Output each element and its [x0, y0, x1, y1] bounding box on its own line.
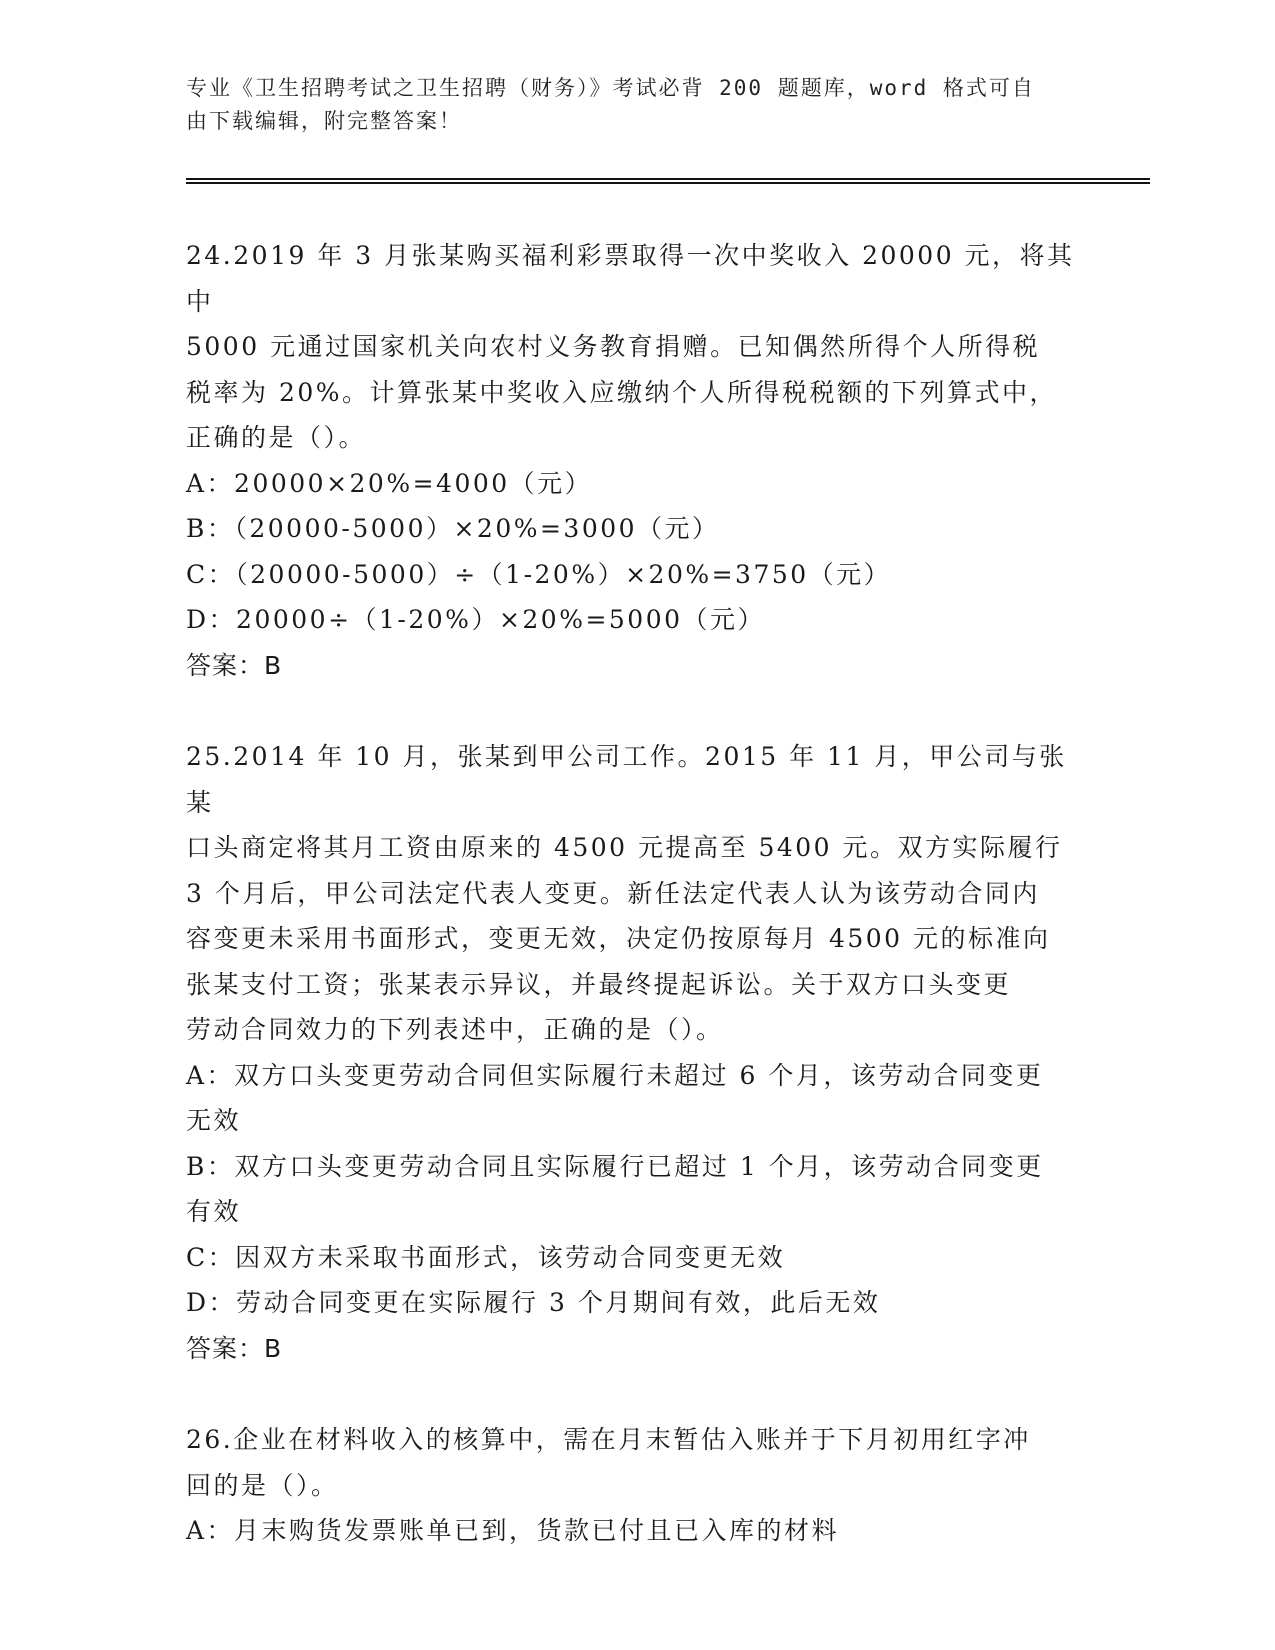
question-spacer: [186, 1371, 1086, 1417]
answer-label: 答案：B: [186, 650, 283, 680]
header-line: 专业《卫生招聘考试之卫生招聘（财务）》考试必背 200 题题库，word 格式可自: [186, 76, 1035, 100]
option-a: A：双方口头变更劳动合同但实际履行未超过 6 个月，该劳动合同变更: [186, 1060, 1044, 1090]
question-text-line: 正确的是（）。: [186, 423, 367, 452]
question-text-line: 张某支付工资；张某表示异议，并最终提起诉讼。关于双方口头变更: [186, 969, 1012, 999]
question-text-line: 口头商定将其月工资由原来的 4500 元提高至 5400 元。双方实际履行: [186, 833, 1063, 862]
document-header: [186, 72, 1066, 138]
question-text-line: 24.2019 年 3 月张某购买福利彩票取得一次中奖收入 20000 元，将其中: [186, 241, 1075, 316]
option-a-continued: 无效: [186, 1106, 242, 1135]
answer-label: 答案：B: [186, 1333, 283, 1363]
question-text-line: 25.2014 年 10 月，张某到甲公司工作。2015 年 11 月，甲公司与张某: [186, 742, 1067, 817]
question-text-line: 劳动合同效力的下列表述中，正确的是（）。: [186, 1015, 724, 1044]
question-text-line: 回的是（）。: [186, 1470, 339, 1500]
question-text-line: 5000 元通过国家机关向农村义务教育捐赠。已知偶然所得个人所得税: [186, 332, 1041, 361]
option-a: A：20000×20%=4000（元）: [186, 468, 593, 498]
option-d: D：劳动合同变更在实际履行 3 个月期间有效，此后无效: [186, 1288, 881, 1317]
option-a: A：月末购货发票账单已到，货款已付且已入库的材料: [186, 1516, 840, 1545]
question-text-line: 26.企业在材料收入的核算中，需在月末暂估入账并于下月初用红字冲: [186, 1425, 1031, 1454]
option-d: D：20000÷（1-20%）×20%=5000（元）: [186, 605, 766, 634]
question-text-line: 3 个月后，甲公司法定代表人变更。新任法定代表人认为该劳动合同内: [186, 878, 1040, 908]
question-spacer: [186, 688, 1086, 734]
header-divider: [186, 178, 1150, 180]
option-b-continued: 有效: [186, 1197, 242, 1226]
option-c: C：因双方未采取书面形式，该劳动合同变更无效: [186, 1242, 786, 1272]
header-line: 由下载编辑，附完整答案！: [186, 109, 462, 133]
option-b: B：双方口头变更劳动合同且实际履行已超过 1 个月，该劳动合同变更: [186, 1151, 1044, 1181]
header-divider: [186, 182, 1150, 184]
question-26: [186, 1417, 1086, 1554]
option-b: B：（20000-5000）×20%=3000（元）: [186, 514, 720, 543]
question-text-line: 容变更未采用书面形式，变更无效，决定仍按原每月 4500 元的标准向: [186, 924, 1051, 953]
question-24: [186, 233, 1086, 688]
question-25: [186, 734, 1086, 1371]
question-list: [186, 233, 1086, 1554]
question-text-line: 税率为 20%。计算张某中奖收入应缴纳个人所得税税额的下列算式中，: [186, 377, 1058, 407]
option-c: C：（20000-5000）÷（1-20%）×20%=3750（元）: [186, 559, 892, 589]
